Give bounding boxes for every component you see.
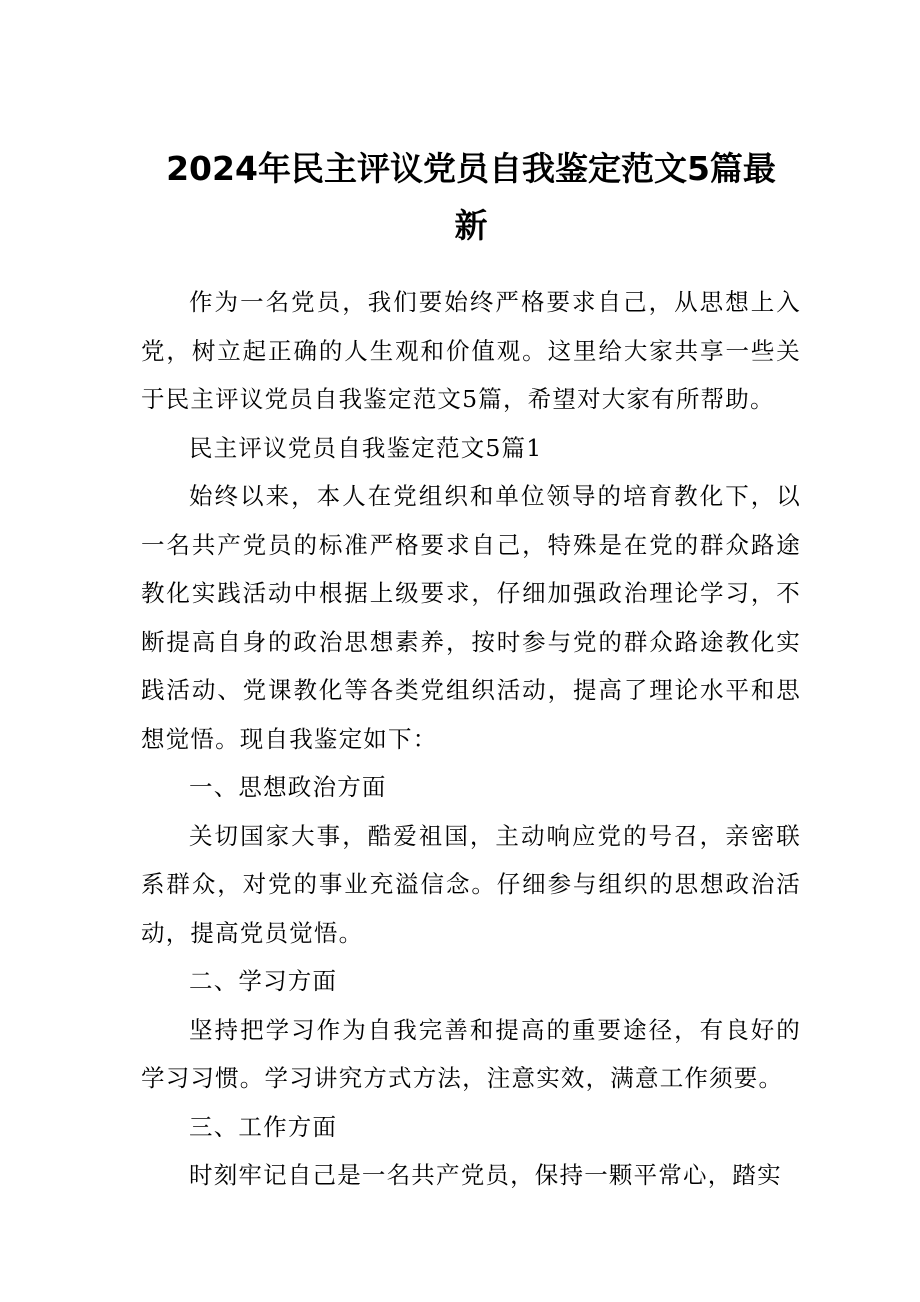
subheading-work: 三、工作方面 xyxy=(189,1112,338,1141)
subheading-study: 二、学习方面 xyxy=(189,967,338,995)
work-paragraph: 时刻牢记自己是一名共产党员，保持一颗平常心，踏实 xyxy=(189,1161,782,1189)
subheading-ideology: 一、思想政治方面 xyxy=(189,773,387,801)
study-paragraph: 坚持把学习作为自我完善和提高的重要途径，有良好的学习习惯。学习讲究方式方法，注意实效，满意工作须要。 xyxy=(141,1015,801,1092)
title-line-2: 新 xyxy=(454,206,488,245)
ideology-paragraph: 关切国家大事，酷爱祖国，主动响应党的号召，亲密联系群众，对党的事业充溢信念。仔细参与组织的思想政治活动，提高党员觉悟。 xyxy=(141,821,801,947)
intro-paragraph: 作为一名党员，我们要始终严格要求自己，从思想上入党，树立起正确的人生观和价值观。这里给大家共享一些关于民主评议党员自我鉴定范文5篇，希望对大家有所帮助。 xyxy=(141,288,801,413)
document-title xyxy=(141,140,801,254)
essay-1-intro-paragraph: 始终以来，本人在党组织和单位领导的培育教化下，以一名共产党员的标准严格要求自己，特殊是在党的群众路途教化实践活动中根据上级要求，仔细加强政治理论学习，不断提高自身的政治思想素养，按时参与党的群众路途教化实践活动、党课教化等各类党组织活动，提高了理论水平和思想觉悟。现自我鉴定如下： xyxy=(141,482,801,753)
title-line-1: 2024年民主评议党员自我鉴定范文5篇最 xyxy=(166,149,776,188)
document-page xyxy=(141,140,801,1200)
document-body xyxy=(141,278,801,1200)
section-heading-essay-1: 民主评议党员自我鉴定范文5篇1 xyxy=(189,433,543,462)
